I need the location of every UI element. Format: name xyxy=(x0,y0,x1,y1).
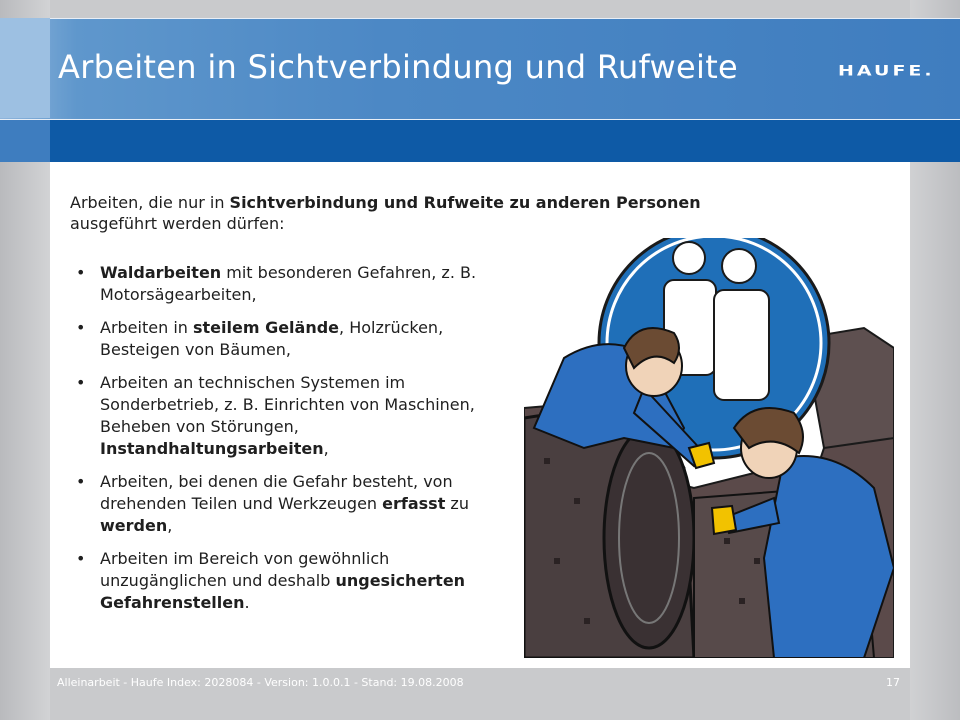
page-number: 17 xyxy=(886,676,900,689)
bullet-text: Arbeiten im Bereich von gewöhnlich unzugänglichen und deshalb xyxy=(100,549,390,590)
bullet-dot: • xyxy=(76,472,86,491)
bullet-text: , Holzrücken, Besteigen von Bäumen, xyxy=(100,318,444,359)
bullet-text: Arbeiten an technischen Systemen im Sonderbetrieb, z. B. Einrichten von Maschinen, Beheben von Störungen, xyxy=(100,373,475,436)
intro-bold: Sichtverbindung und Rufweite zu anderen Personen xyxy=(229,193,701,212)
footer-text: Alleinarbeit - Haufe Index: 2028084 - Version: 1.0.0.1 - Stand: 19.08.2008 xyxy=(57,676,464,689)
intro-prefix: Arbeiten, die nur in xyxy=(70,193,230,212)
slide-content xyxy=(50,162,910,668)
subtitle-bar-left-accent xyxy=(0,120,50,162)
bullet-bold: Instandhaltungsarbeiten xyxy=(100,439,324,458)
bullet-text: zu xyxy=(445,494,469,513)
bullet-bold: steilem Gelände xyxy=(192,318,340,337)
bullet-dot: • xyxy=(76,263,86,282)
bullet-dot: • xyxy=(76,373,86,392)
haufe-logo xyxy=(838,63,935,80)
bullet-list xyxy=(72,262,512,625)
bullet-text: mit besonderen Gefahren, z. B. Motorsägearbeiten, xyxy=(100,263,477,304)
bullet-bold: ungesicherten Gefahrenstellen xyxy=(100,571,466,612)
bullet-dot: • xyxy=(76,318,86,337)
bullet-bold: werden xyxy=(100,516,168,535)
logo-text: HAUFE xyxy=(838,62,925,80)
bullet-text: , xyxy=(323,439,329,458)
subtitle-bar xyxy=(0,120,960,162)
bullet-text: , xyxy=(167,516,173,535)
slide-title: Arbeiten in Sichtverbindung und Rufweite xyxy=(58,48,739,86)
bullet-item xyxy=(72,262,512,306)
bullet-text: . xyxy=(244,593,250,612)
intro-suffix: ausgeführt werden dürfen: xyxy=(70,214,285,233)
logo-dot: . xyxy=(924,62,935,80)
bullet-bold: Waldarbeiten xyxy=(100,263,222,282)
bullet-dot: • xyxy=(76,549,86,568)
bullet-text: Arbeiten, bei denen die Gefahr besteht, von drehenden Teilen und Werkzeugen xyxy=(100,472,453,513)
bullet-item xyxy=(72,372,512,460)
workers-illustration xyxy=(524,238,894,658)
bullet-item xyxy=(72,317,512,361)
bullet-item xyxy=(72,471,512,537)
bullet-item xyxy=(72,548,512,614)
title-bar-left-accent xyxy=(0,18,50,118)
intro-paragraph xyxy=(70,192,890,234)
bullet-bold: erfasst xyxy=(382,494,446,513)
bullet-text: Arbeiten in xyxy=(100,318,193,337)
